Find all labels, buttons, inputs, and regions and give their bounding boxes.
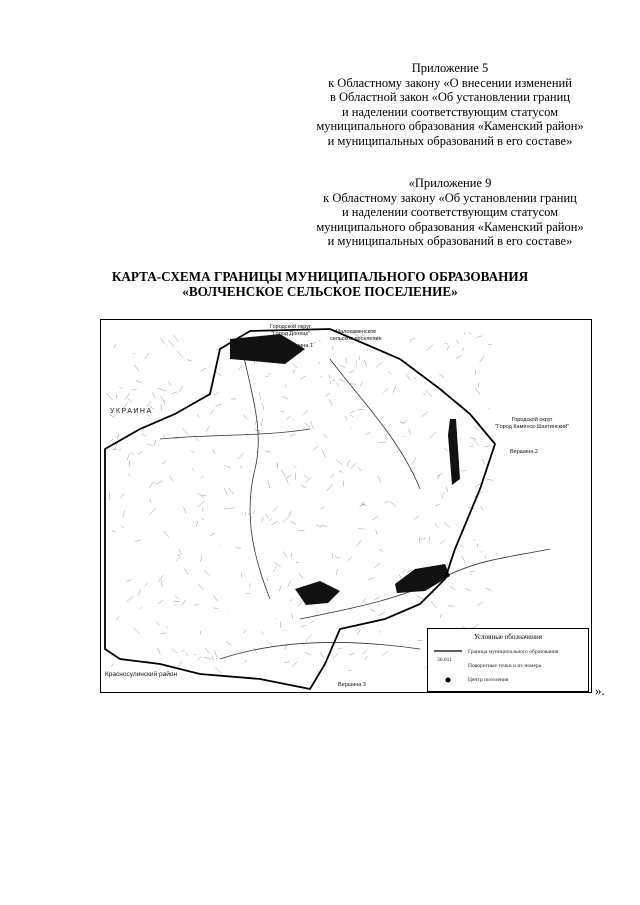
map-label-donetsk xyxy=(270,324,311,338)
legend-boundary-label: Граница муниципального образования xyxy=(468,649,559,655)
appendix-9-line: муниципального образования «Каменский район» xyxy=(316,219,584,234)
map-label-vertex-1: Вершина 1 xyxy=(285,343,313,349)
document-title xyxy=(60,269,580,299)
appendix-5-line: в Областной закон «Об установлении границ xyxy=(329,90,570,104)
map-label-line: Малокаменское xyxy=(335,329,377,335)
map-label-ukraine: УКРАИНА xyxy=(110,408,153,415)
appendix-5-heading: Приложение 5 xyxy=(411,61,489,75)
legend-symbols xyxy=(434,647,464,687)
appendix-9-line: к Областному закону «Об установлении границ xyxy=(323,190,577,205)
map-legend xyxy=(427,628,589,692)
map-label-line: Городской округ xyxy=(270,324,311,330)
appendix-9-header xyxy=(300,176,600,249)
appendix-5-line: и наделении соответствующим статусом xyxy=(341,104,559,119)
map-label-kamensk xyxy=(495,417,569,431)
map-label-line: сельское поселение xyxy=(330,336,382,342)
map-label-malokamenskoe xyxy=(330,329,382,343)
legend-point-sample: 36.011 xyxy=(437,657,452,663)
appendix-9-line: и муниципальных образований в его составе» xyxy=(327,234,573,248)
appendix-9-heading: «Приложение 9 xyxy=(408,176,492,190)
legend-point-label: Поворотные точки и их номера xyxy=(468,663,542,669)
map-label-vertex-2: Вершина 2 xyxy=(510,449,538,455)
legend-center-label: Центр поселения xyxy=(468,677,509,683)
appendix-5-line: и муниципальных образований в его составе» xyxy=(327,133,573,148)
map-label-vertex-3: Вершина 3 xyxy=(338,682,366,688)
title-line-2: «ВОЛЧЕНСКОЕ СЕЛЬСКОЕ ПОСЕЛЕНИЕ» xyxy=(182,284,458,299)
appendix-9-line: и наделении соответствующим статусом xyxy=(341,205,559,219)
appendix-5-line: муниципального образования «Каменский район» xyxy=(316,119,584,133)
appendix-5-header xyxy=(300,61,600,148)
map-label-line: "Город Донецк" xyxy=(271,331,310,337)
legend-title: Условные обозначения xyxy=(473,633,543,641)
map-label-line: "Город Каменск-Шахтинский" xyxy=(495,424,570,430)
title-line-1: КАРТА-СХЕМА ГРАНИЦЫ МУНИЦИПАЛЬНОГО ОБРАЗОВАНИЯ xyxy=(111,269,529,284)
map-label-line: Городской округ xyxy=(511,417,553,423)
appendix-5-line: к Областному закону «О внесении изменений xyxy=(328,75,572,90)
legend-center-symbol xyxy=(446,678,451,683)
closing-quote: ». xyxy=(595,683,605,698)
map-label-krasnosulin: Красносулинский район xyxy=(105,671,178,678)
